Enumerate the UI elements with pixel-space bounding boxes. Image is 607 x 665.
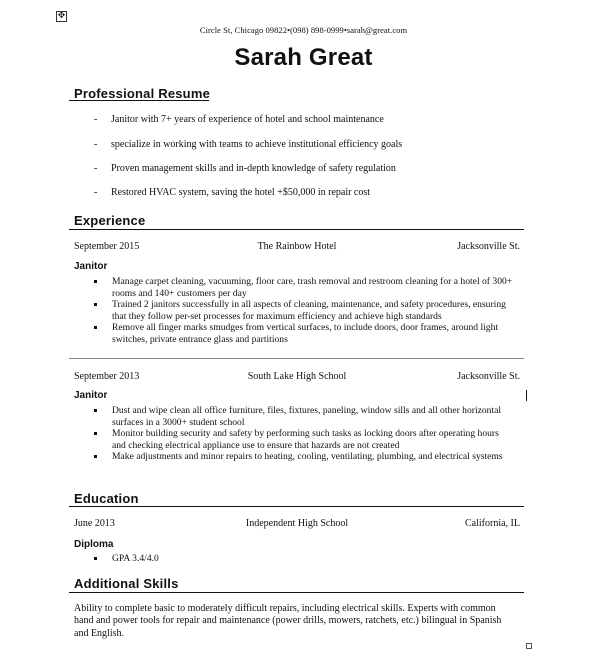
education-degree: Diploma (74, 539, 114, 550)
education-bullet: GPA 3.4/4.0 (94, 553, 514, 565)
table-move-handle-icon[interactable]: ✥ (57, 11, 66, 21)
square-bullet-icon (94, 326, 97, 329)
square-bullet-icon (94, 409, 97, 412)
job-date: September 2015 (74, 241, 140, 252)
section-divider-professional-resume (69, 100, 209, 101)
job-bullets (94, 405, 514, 463)
education-bullets (94, 553, 514, 565)
dash-bullet: - (94, 187, 98, 198)
section-title-additional-skills: Additional Skills (74, 576, 179, 591)
job-organization: The Rainbow Hotel (257, 241, 337, 252)
education-date: June 2013 (74, 518, 115, 529)
summary-item: - Restored HVAC system, saving the hotel +$50,000 in repair cost (94, 187, 371, 198)
section-title-education: Education (74, 491, 139, 506)
job-bullet: Trained 2 janitors successfully in all aspects of cleaning, maintenance, and safety procedures, ensuring that they follow per-set processes for maximum efficiency and achieve high standards (94, 299, 514, 322)
contact-line: Circle St, Chicago 09822•(098) 898-0999•sarah@great.com (199, 25, 408, 35)
job-bullets (94, 276, 514, 346)
square-bullet-icon (94, 557, 97, 560)
job-organization: South Lake High School (247, 371, 347, 382)
job-location: Jacksonville St. (457, 371, 520, 382)
job-date: September 2013 (74, 371, 140, 382)
job-bullet: Monitor building security and safety by performing such tasks as locking doors after operating hours and checking electrical appliance use to ensure that hazards are not created (94, 428, 514, 451)
job-bullet: Make adjustments and minor repairs to heating, cooling, ventilating, plumbing, and electrical systems (94, 451, 514, 463)
dash-bullet: - (94, 139, 98, 150)
job-role: Janitor (74, 261, 108, 272)
section-title-experience: Experience (74, 213, 146, 228)
job-location: Jacksonville St. (457, 241, 520, 252)
square-bullet-icon (94, 455, 97, 458)
job-bullet: Remove all finger marks smudges from vertical surfaces, to include doors, door frames, around light switches, private entrance glass and partitions (94, 322, 514, 345)
summary-item: - specialize in working with teams to achieve institutional efficiency goals (94, 139, 403, 150)
section-divider-additional-skills (69, 592, 524, 593)
education-header-row (74, 518, 520, 532)
job-header-row (74, 371, 520, 385)
section-divider-education (69, 506, 524, 507)
job-role: Janitor (74, 390, 108, 401)
square-bullet-icon (94, 280, 97, 283)
square-bullet-icon (94, 432, 97, 435)
job-divider (69, 358, 524, 359)
education-location: California, IL (465, 518, 520, 529)
job-bullet: Manage carpet cleaning, vacuuming, floor care, trash removal and restroom cleaning for a hotel of 300+ rooms and 140+ customers per day (94, 276, 514, 299)
candidate-name: Sarah Great (234, 44, 373, 71)
job-header-row (74, 241, 520, 255)
dash-bullet: - (94, 163, 98, 174)
summary-item: - Proven management skills and in-depth knowledge of safety regulation (94, 163, 396, 174)
section-title-professional-resume: Professional Resume (74, 86, 211, 101)
text-cursor (526, 390, 527, 401)
dash-bullet: - (94, 114, 98, 125)
section-divider-experience (69, 229, 524, 230)
skills-paragraph: Ability to complete basic to moderately difficult repairs, including electrical skills. Experts with common hand and power tools for repair and maintenance (power drills, mowers, ratchets, etc.) bilingual in Spanish and English. (74, 603, 502, 639)
table-resize-handle-icon[interactable] (526, 643, 532, 649)
summary-item: - Janitor with 7+ years of experience of hotel and school maintenance (94, 114, 384, 125)
education-school: Independent High School (245, 518, 349, 529)
square-bullet-icon (94, 303, 97, 306)
job-bullet: Dust and wipe clean all office furniture, files, fixtures, paneling, window sills and all other horizontal surfaces in a 3000+ student school (94, 405, 514, 428)
